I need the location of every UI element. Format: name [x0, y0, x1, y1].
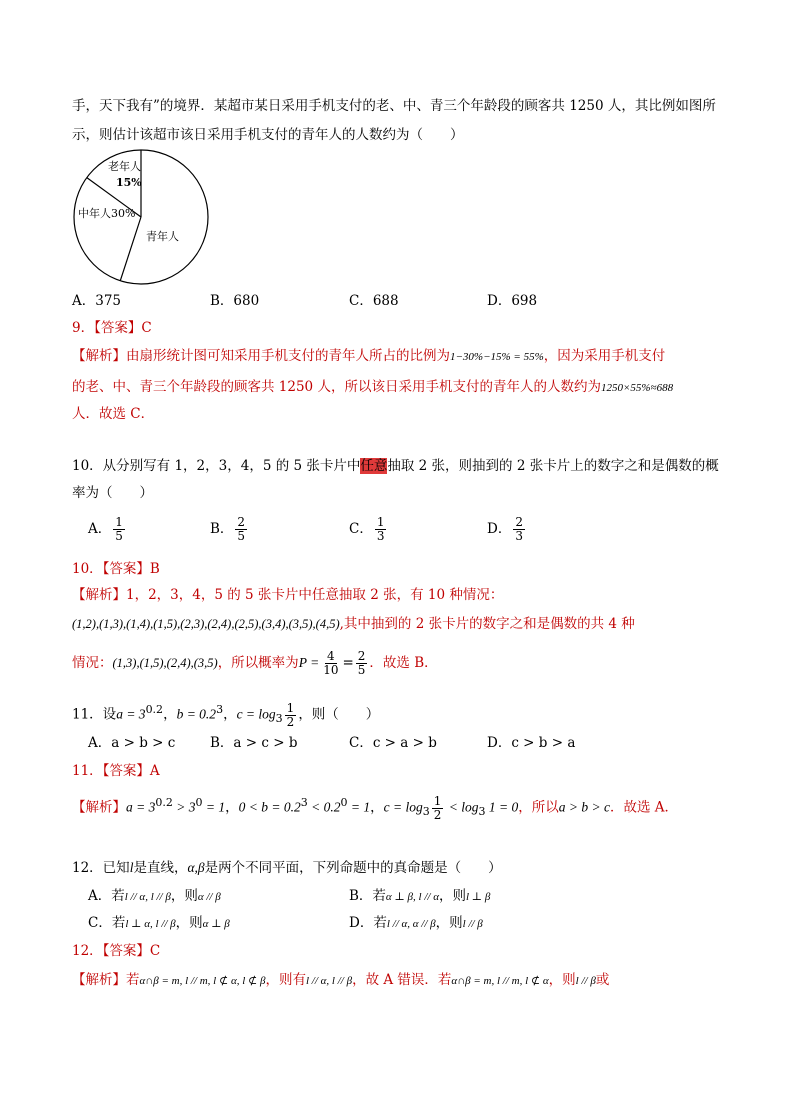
q12-text1: 12．已知 — [72, 860, 130, 876]
a11-p2: 0 < b = 0.2 — [238, 799, 301, 815]
a10-even-pairs: (1,3),(1,5),(2,4),(3,5) — [112, 656, 218, 670]
a12-m2: l // α, l // β — [305, 975, 353, 987]
a10-f2-num: 2 — [357, 649, 366, 663]
q10-option-c-letter: C． — [349, 521, 373, 537]
a11-p2b: < 0.2 — [307, 799, 341, 815]
a10-eq: = — [342, 655, 354, 671]
a12-tag: 【解析】 — [72, 972, 126, 988]
q11-c: c = log — [236, 706, 276, 722]
pie-label-old-pct: 15% — [116, 176, 142, 189]
a11-p2be: 0 — [340, 796, 348, 809]
q8-stem-line1: 手，天下我有”的境界．某超市某日采用手机支付的老、中、青三个年龄段的顾客共 1250 人，其比例如图所 — [72, 98, 716, 114]
a12-m1: α∩β = m, l // m, l ⊄ α, l ⊄ β — [139, 975, 266, 987]
q12-a-then: ，则 — [170, 888, 198, 904]
a10-f1-num: 4 — [327, 649, 335, 663]
a11-p1c: = 1 — [202, 799, 226, 815]
a12-t5: 或 — [595, 972, 610, 988]
q12-b-result: l ⊥ β — [465, 891, 491, 903]
a12-m4: l // β — [575, 975, 596, 987]
q10-option-b-num: 2 — [237, 515, 246, 529]
a10-line1 — [72, 585, 503, 605]
a11-tailm: a > b > c — [558, 799, 610, 815]
a10-line2 — [72, 614, 635, 634]
q10-option-d-den: 3 — [515, 529, 523, 543]
q8-option-c: C．688 — [349, 293, 399, 309]
a9-line1 — [72, 346, 665, 367]
a10-text4: ，所以概率为 — [217, 655, 299, 671]
a9-answer: 9．【答案】C — [72, 320, 152, 336]
a10-text1: 1，2，3，4，5 的 5 张卡片中任意抽取 2 张，有 10 种情况： — [126, 587, 504, 603]
a10-f1-den: 10 — [323, 663, 339, 677]
q12-c-result: α ⊥ β — [202, 918, 230, 930]
q11-option-c: C．c > a > b — [349, 735, 437, 751]
q11-text2: ，则（ ） — [298, 706, 380, 723]
q10-option-c-num: 1 — [376, 515, 385, 529]
q10-option-d-num: 2 — [515, 515, 523, 529]
a11-p3bs: 3 — [478, 805, 486, 819]
q12-option-b — [349, 886, 490, 907]
a10-pairs: (1,2),(1,3),(1,4),(1,5),(2,3),(2,4),(2,5),(3,4),(3,5),(4,5) — [72, 617, 340, 631]
q10-option-b — [210, 516, 249, 543]
q12-c-math: l ⊥ α, l // β — [125, 918, 176, 930]
a12-m3: α∩β = m, l // m, l ⊄ α — [451, 975, 549, 987]
a11-tail2: ．故选 A． — [609, 799, 678, 816]
a9-tag: 【解析】 — [72, 348, 126, 364]
q11-a-exp: 0.2 — [145, 703, 164, 716]
a11-p2c: = 1 — [347, 799, 371, 815]
q12-d-text: D．若 — [349, 915, 387, 931]
q10-option-b-letter: B． — [210, 521, 234, 537]
q11-b: b = 0.2 — [176, 706, 217, 722]
q12-d-then: ，则 — [435, 915, 463, 931]
q11-c-num: 1 — [286, 700, 295, 715]
q12-a-text: A．若 — [88, 888, 125, 904]
a11-p1: a = 3 — [126, 799, 156, 815]
q12-c-text: C．若 — [88, 915, 126, 931]
q12-option-a — [88, 886, 221, 907]
q12-ab: α,β — [187, 860, 205, 875]
q10-option-a-letter: A． — [88, 521, 112, 537]
a9-text3: 的老、中、青三个年龄段的顾客共 1250 人，所以该日采用手机支付的青年人的人数约为 — [72, 379, 601, 395]
a11-p1e: 0.2 — [155, 796, 173, 809]
q11-c-den: 2 — [286, 714, 295, 729]
a10-p: P = — [298, 655, 320, 670]
a11-p3c: 1 = 0 — [485, 799, 519, 815]
a11-p3s: 3 — [422, 805, 430, 819]
pie-label-young: 青年人 — [146, 230, 179, 243]
q12-stem — [72, 858, 502, 878]
q8-option-a: A．375 — [72, 293, 122, 309]
a12-line1 — [72, 970, 609, 991]
q12-d-result: l // β — [462, 918, 483, 930]
a9-text2: ，因为采用手机支付 — [543, 348, 666, 364]
a11-p1be: 0 — [195, 796, 203, 809]
a12-t2: ，则有 — [265, 972, 306, 988]
q10-option-a-num: 1 — [115, 515, 123, 529]
a10-tag: 【解析】 — [72, 587, 126, 603]
q12-text3: 是两个不同平面，下列命题中的真命题是（ ） — [204, 860, 502, 876]
a12-t1: 若 — [126, 972, 140, 988]
a12-t3: ，故 A 错误．若 — [352, 972, 452, 988]
q10-option-c-den: 3 — [376, 529, 385, 543]
a10-text3: 情况： — [72, 655, 113, 671]
q11-b-exp: 3 — [216, 703, 224, 716]
a9-text1: 由扇形统计图可知采用手机支付的青年人所占的比例为 — [126, 348, 450, 364]
q8-stem-line2: 示，则估计该超市该日采用手机支付的青年人的人数约为（ ） — [72, 127, 464, 143]
a11-tail1: ，所以 — [518, 799, 559, 816]
q10-text2: 抽取 2 张，则抽到的 2 张卡片上的数字之和是偶数的概 — [387, 458, 719, 474]
a10-f2-den: 5 — [357, 663, 366, 677]
a11-line1: 【解析】$a = 3^{0.2} > 3^0 = 1$，$0 < b = 0.2^3 < 0.2^0 = 1$，$c = \log_3$ $\frac{1}{2}$ < $\log_3 1 = 0$，所以a > b > c．故选 A． — [72, 793, 678, 822]
a11-p1b: > 3 — [172, 799, 196, 815]
a12-t4: ，则 — [548, 972, 576, 988]
q12-l: l — [129, 860, 134, 875]
a10-text2: ,其中抽到的 2 张卡片的数字之和是偶数的共 4 种 — [339, 616, 635, 632]
q12-d-math: l // α, α // β — [386, 918, 436, 930]
q10-option-c — [349, 516, 388, 543]
a10-text5: ．故选 B． — [369, 655, 438, 671]
q11-option-a: A．a > b > c — [88, 735, 176, 751]
q10-stem-line1 — [72, 456, 719, 476]
q11-option-d: D．c > b > a — [487, 735, 576, 751]
a11-p3d: 2 — [433, 807, 442, 822]
q10-option-b-den: 5 — [237, 529, 246, 543]
pie-label-mid: 中年人30% — [78, 207, 136, 220]
q10-option-a-den: 5 — [115, 529, 123, 543]
q11-c-sub: 3 — [275, 712, 283, 726]
a11-p2e: 3 — [300, 796, 308, 809]
a10-line3 — [72, 650, 438, 677]
a9-math1: 1−30%−15% = 55% — [450, 351, 544, 363]
q11-a: a = 3 — [116, 706, 146, 722]
pie-label-old: 老年人 — [108, 160, 141, 173]
q12-option-c — [88, 913, 230, 934]
q12-b-math: α ⊥ β, l // α — [385, 891, 439, 903]
q12-b-text: B．若 — [349, 888, 386, 904]
a11-p3n: 1 — [433, 793, 442, 808]
q11-option-b: B．a > c > b — [210, 735, 298, 751]
q8-option-b: B．680 — [210, 293, 260, 309]
q11-stem: 11．设$a = 3^{0.2}$，$b = 0.2^3$，$c = \log_3$ $\frac{1}{2}$ ，则（ ） — [72, 700, 380, 729]
a11-tag: 【解析】 — [72, 799, 126, 816]
q12-option-d — [349, 913, 483, 934]
a9-line2 — [72, 377, 673, 398]
a9-line3: 人．故选 C． — [72, 406, 155, 422]
a11-answer: 11．【答案】A — [72, 763, 160, 779]
q10-option-a — [88, 516, 127, 543]
q10-option-d — [487, 516, 527, 543]
q10-highlight: 任意 — [360, 458, 388, 474]
a10-answer: 10．【答案】B — [72, 561, 160, 577]
q12-b-then: ，则 — [438, 888, 466, 904]
q12-a-math: l // α, l // β — [124, 891, 171, 903]
q12-text2: 是直线， — [133, 860, 188, 876]
q11-text1: 11．设 — [72, 706, 117, 723]
q12-a-result: α // β — [197, 891, 221, 903]
q8-option-d: D．698 — [487, 293, 538, 309]
q10-text1: 10．从分别写有 1，2，3，4，5 的 5 张卡片中 — [72, 458, 361, 474]
q10-stem-line2: 率为（ ） — [72, 485, 153, 501]
a11-p3b: < log — [445, 799, 479, 815]
a9-math2: 1250×55%≈688 — [600, 382, 674, 394]
a12-answer: 12．【答案】C — [72, 943, 161, 959]
q10-option-d-letter: D． — [487, 521, 512, 537]
a11-p3: c = log — [383, 799, 423, 815]
q12-c-then: ，则 — [175, 915, 203, 931]
